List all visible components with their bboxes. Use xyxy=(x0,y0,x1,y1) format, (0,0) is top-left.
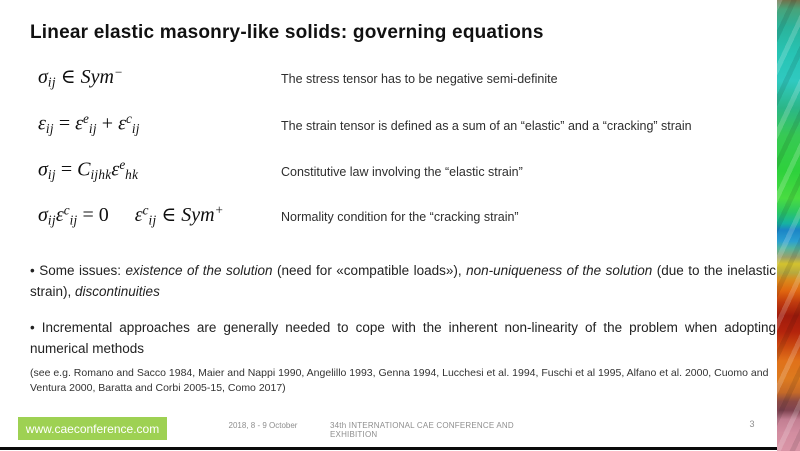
decorative-color-strip xyxy=(777,0,800,451)
equation-row xyxy=(38,202,519,229)
equation-description: Constitutive law involving the “elastic strain” xyxy=(281,164,523,179)
slide-title: Linear elastic masonry-like solids: governing equations xyxy=(30,22,544,43)
equation-description: Normality condition for the “cracking strain” xyxy=(281,210,519,224)
footer-website-badge xyxy=(18,417,167,440)
equation-strain-decomposition: $\varepsilon ij = \varepsilon^eij + \varepsilon^cij$ xyxy=(38,111,140,137)
footer-page-number: 3 xyxy=(749,419,755,429)
bullet-some-issues: • Some issues: existence of the solution (need for «compatible loads»), non-uniqueness of the solution (due to the inelastic strain), discontinuities xyxy=(30,263,776,299)
equation-row xyxy=(38,111,692,137)
footer-date: 2018, 8 - 9 October xyxy=(228,421,298,430)
equation-stress-tensor: σij ∈ Sym− xyxy=(38,64,123,90)
equation-constitutive-law: σij = Cijhkε$^e$hk xyxy=(38,157,139,183)
bullet-incremental-approaches: • Incremental approaches are generally needed to cope with the inherent non-linearity of the problem when adopting numerical methods xyxy=(30,320,776,356)
footer-website-label: www.caeconference.com xyxy=(25,421,160,436)
footer-conference-name: 34th INTERNATIONAL CAE CONFERENCE AND EXHIBITION xyxy=(330,421,514,439)
equation-row xyxy=(38,64,558,91)
footer-divider-bar xyxy=(0,447,778,450)
equation-normality-condition: σijε$^c$ij = 0 $\varepsilon^cij$ ∈ Sym+ xyxy=(38,202,224,228)
equation-description: The stress tensor has to be negative semi-definite xyxy=(281,72,558,86)
equation-row xyxy=(38,157,523,183)
references-text: (see e.g. Romano and Sacco 1984, Maier and Nappi 1990, Angelillo 1993, Genna 1994, Lucchesi et al. 1994, Fuschi et al 1995, Alfano et al. 2000, Cuomo and Ventura 2000, Baratta and Corbi 2005-15, Como 2017) xyxy=(30,367,769,394)
equation-description: The strain tensor is defined as a sum of an “elastic” and a “cracking” strain xyxy=(281,118,692,133)
